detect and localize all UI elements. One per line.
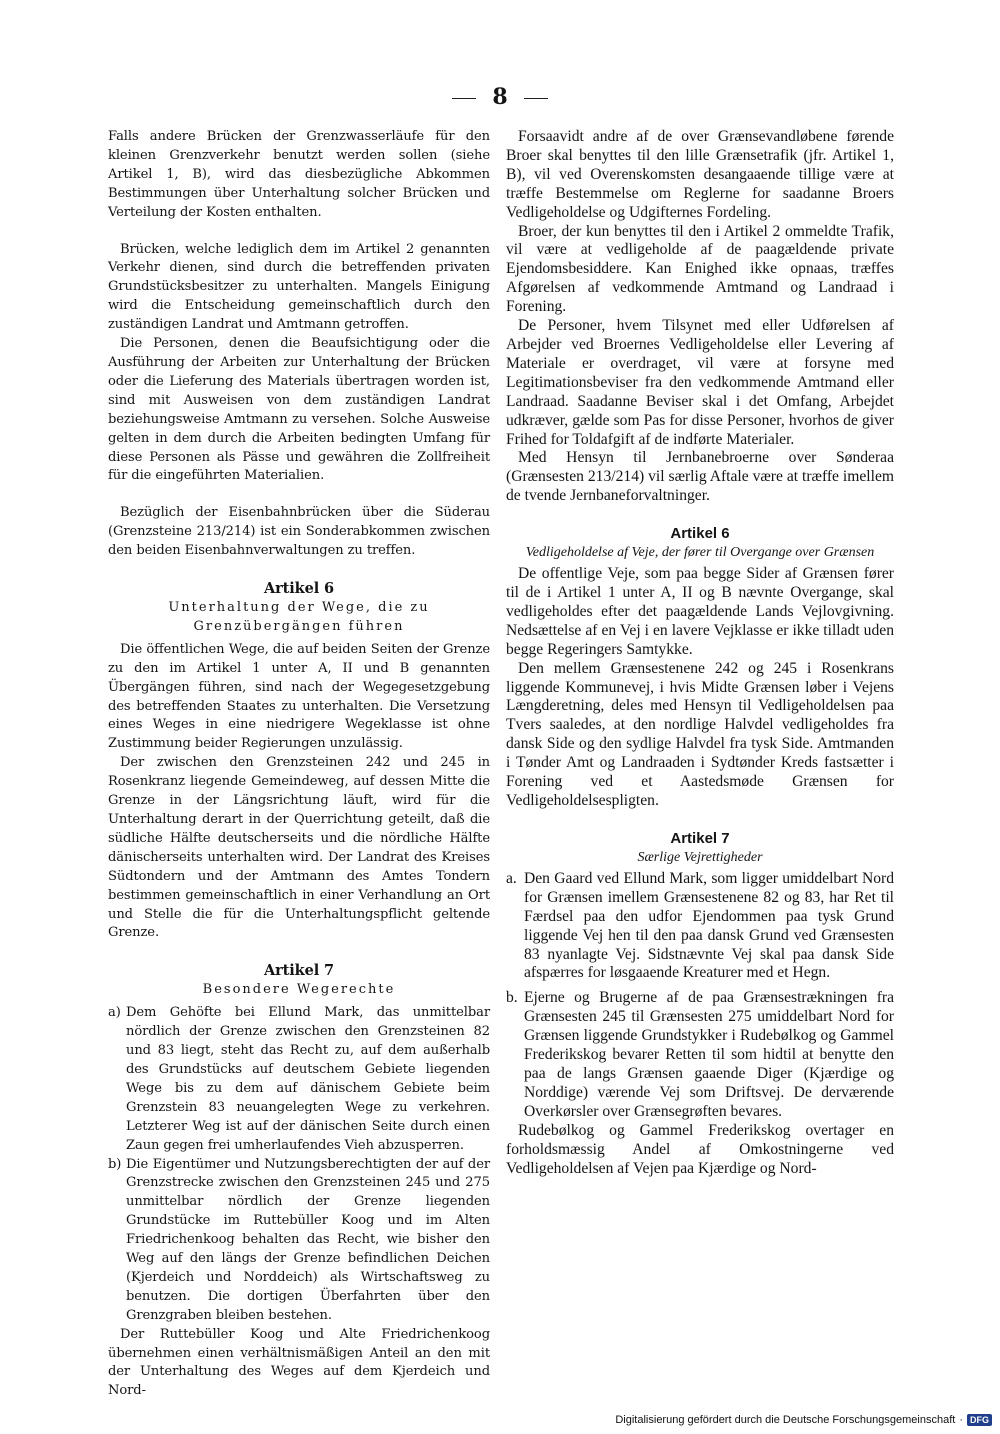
german-article-7-final-paragraph: Der Ruttebüller Koog und Alte Friedrichenkoog übernehmen einen verhältnismäßigen Anteil an den mit der Unterhaltung des Weges auf dem Kjerdeich und Nord- <box>108 1326 490 1399</box>
danish-intro-paragraph: Med Hensyn til Jernbanebroerne over Sønderaa (Grænsesten 213/214) vil særlig Aftale være at træffe imellem de tvende Jernbaneforvaltninger. <box>506 449 894 505</box>
german-intro-paragraph: Brücken, welche lediglich dem im Artikel 2 genannten Verkehr dienen, sind durch die betreffenden privaten Grundstücksbesitzer zu unterhalten. Mangels Einigung wird die Entscheidung gemeinschaftlich durch den zuständigen Landrat und Amtmann getroffen. <box>108 241 490 333</box>
german-article-6-paragraph: Der zwischen den Grenzsteinen 242 und 245 in Rosenkranz liegende Gemeindeweg, auf dessen Mitte die Grenze in der Längsrichtung läuft, wird für die Unterhaltung derart in der Querrichtung geteilt, daß die südliche Hälfte deutscherseits und die nördliche Hälfte dänischerseits unterhalten wird. Der Landrat des Kreises Südtondern und der Amtmann des Amtes Tondern bestimmen gemeinschaftlich in einer Verhandlung an Ort und Stelle die für die Unterhaltungspflicht geltende Grenze. <box>108 755 490 941</box>
danish-article-7-final-paragraph: Rudebølkog og Gammel Frederikskog overtager en forholdsmæssig Andel af Omkostningerne ved Vedligeholdelsen af Vejen paa Kjærdige og Nord- <box>506 1121 894 1177</box>
item-label: b) <box>108 1156 122 1172</box>
item-text: Ejerne og Brugerne af de paa Grænsestrækningen fra Grænsesten 245 til Grænsesten 275 umiddelbart Nord for Grænsen liggende Grundstykker i Rudebølkog og Gammel Frederikskog bevarer Retten til som hidtil at benytte den paa de langs Grænsen gaaende Diger (Kjærdige og Norddige) værende Vej som Driftsvej. De derværende Overkørsler over Grænsegrøften bevares. <box>524 989 894 1120</box>
item-label: a. <box>506 869 517 887</box>
danish-article-6-subtitle: Vedligeholdelse af Veje, der fører til Overgange over Grænsen <box>525 545 875 561</box>
danish-article-7-subtitle: Særlige Vejrettigheder <box>637 849 763 865</box>
page-number-dash-right <box>524 98 548 99</box>
item-text: Den Gaard ved Ellund Mark, som ligger umiddelbart Nord for Grænsen imellem Grænsestenene 82 og 83, har Ret til Færdsel paa den udfor Ejendommen paa tysk Grund liggende Vej hen til den paa dansk Grund ved Grænsesten 83 nyanlagte Vej. Sidstnævnte Vej skal paa dansk Side afspærres for løsgaaende Kreaturer med et Hegn. <box>524 869 894 982</box>
german-article-7-item-a <box>108 1004 490 1155</box>
danish-article-7-item-b <box>506 989 894 1121</box>
page-number <box>0 84 1000 110</box>
german-article-7-subtitle: Besondere Wegerechte <box>202 982 396 998</box>
german-intro-paragraph: Falls andere Brücken der Grenzwasserläufe für den kleinen Grenzverkehr benutzt werden sollen (siehe Artikel 1, B), wird das diesbezügliche Abkommen Bestimmungen über Unterhaltung solcher Brücken und Verteilung der Kosten enthalten. <box>108 129 490 220</box>
item-text: Die Eigentümer und Nutzungsberechtigten der auf der Grenzstrecke zwischen den Grenzsteinen 245 und 275 unmittelbar nördlich der Grenze liegenden Grundstücke im Ruttebüller Koog und im Alten Friedrichenkoog behalten das Recht, wie bisher den Weg auf den längs der Grenze befindlichen Deichen (Kjerdeich und Norddeich) als Wirtschaftsweg zu benutzen. Die dortigen Überfahrten über den Grenzgraben bleiben bestehen. <box>126 1156 490 1323</box>
item-text: Dem Gehöfte bei Ellund Mark, das unmittelbar nördlich der Grenze zwischen den Grenzsteinen 82 und 83 liegt, steht das Recht zu, auf dem außerhalb des Grundstücks auf deutschem Gebiete liegenden Wege bis zu dem auf dänischem Gebiete beim Grenzstein 83 neuangelegten Wege zu verkehren. Letzterer Weg ist auf der dänischen Seite durch einen Zaun gegen frei umherlaufendes Vieh abzusperren. <box>126 1005 490 1153</box>
german-article-6-heading: Artikel 6 <box>263 580 335 598</box>
danish-article-7-heading: Artikel 7 <box>670 829 730 847</box>
dfg-logo-icon: DFG <box>967 1414 992 1426</box>
page-number-value: 8 <box>492 84 508 110</box>
danish-article-7-item-a <box>506 870 894 983</box>
footer-credit: Digitalisierung gefördert durch die Deutsche Forschungsgemeinschaft · DFG <box>615 1414 992 1426</box>
danish-intro-paragraph: Broer, der kun benyttes til den i Artikel 2 ommeldte Trafik, vil være at vedligeholde af de paagældende private Ejendomsbesiddere. Kan Enighed ikke opnaas, træffes Afgørelsen af vedkommende Amtmand og Landraad i Forening. <box>506 222 894 316</box>
item-label: b. <box>506 989 518 1007</box>
page-number-dash-left <box>452 98 476 99</box>
danish-article-6-paragraph: De offentlige Veje, som paa begge Sider af Grænsen fører til de i Artikel 1 unter A, II og B nævnte Overgange, skal vedligeholdes efter det paagældende Lands Vejlovgivning. Nedsættelse af en Vej i en lavere Vejklasse er ikke tilladt uden begge Regeringers Samtykke. <box>506 565 894 658</box>
german-intro-paragraph: Die Personen, denen die Beaufsichtigung oder die Ausführung der Arbeiten zur Unterhaltung der Brücken oder die Lieferung des Materials übertragen worden ist, sind mit Ausweisen von dem zuständigen Landrat beziehungsweise Amtmann zu versehen. Solche Ausweise gelten in dem durch die Arbeiten bedingten Umfang für diese Personen als Pässe und gewähren die Zollfreiheit für die eingeführten Materialien. <box>108 336 490 484</box>
item-label: a) <box>108 1005 121 1021</box>
footer-text: Digitalisierung gefördert durch die Deutsche Forschungsgemeinschaft <box>615 1414 956 1426</box>
danish-column <box>506 128 894 1178</box>
danish-article-6-paragraph: Den mellem Grænsestenene 242 og 245 i Rosenkrans liggende Kommunevej, i hvis Midte Grænsen løber i Vejens Længderetning, deles med Hensyn til Vedligeholdelsen paa Tvers saaledes, at den nordlige Halvdel vedligeholdes fra dansk Side og den sydlige Halvdel fra tysk Side. Amtmanden i Tønder Amt og Landraaden i Sydtønder Kreds fastsætter i Forening ved et Aastedsmøde Grænsen for Vedligeholdelsespligten. <box>506 659 894 809</box>
german-column <box>108 128 490 1401</box>
german-article-7-item-b <box>108 1156 490 1326</box>
german-article-6-paragraph: Die öffentlichen Wege, die auf beiden Seiten der Grenze zu den im Artikel 1 unter A, II und B genannten Übergängen führen, sind nach der Wegegesetzgebung des betreffenden Staates zu unterhalten. Die Versetzung eines Weges in eine niedrigere Wegeklasse ist ohne Zustimmung beider Regierungen unzulässig. <box>108 641 490 752</box>
german-article-7-heading: Artikel 7 <box>263 962 335 980</box>
danish-article-6-heading: Artikel 6 <box>670 525 730 543</box>
danish-intro-paragraph: Forsaavidt andre af de over Grænsevandløbene førende Broer skal benyttes til den lille Grænsetrafik (jfr. Artikel 1, B), vil ved Overenskomsten desangaaende tillige være at træffe Bestemmelse om Reglerne for saadanne Broers Vedligeholdelse og Udgifternes Fordeling. <box>506 128 894 221</box>
german-article-6-subtitle: Unterhaltung der Wege, die zu Grenzübergängen führen <box>168 600 430 634</box>
danish-intro-paragraph: De Personer, hvem Tilsynet med eller Udførelsen af Arbejder ved Broernes Vedligeholdelse eller Levering af Materiale er overdraget, vil være at forsyne med Legitimationsbeviser fra den vedkommende Amtmand eller Landraad. Saadanne Beviser skal i det Omfang, Arbejdet udkræver, gælde som Pas for disse Personer, hvorhos de giver Frihed for Toldafgift af de indførte Materialer. <box>506 317 894 448</box>
german-intro-paragraph: Bezüglich der Eisenbahnbrücken über die Süderau (Grenzsteine 213/214) ist ein Sonderabkommen zwischen den beiden Eisenbahnverwaltungen zu treffen. <box>108 505 490 559</box>
